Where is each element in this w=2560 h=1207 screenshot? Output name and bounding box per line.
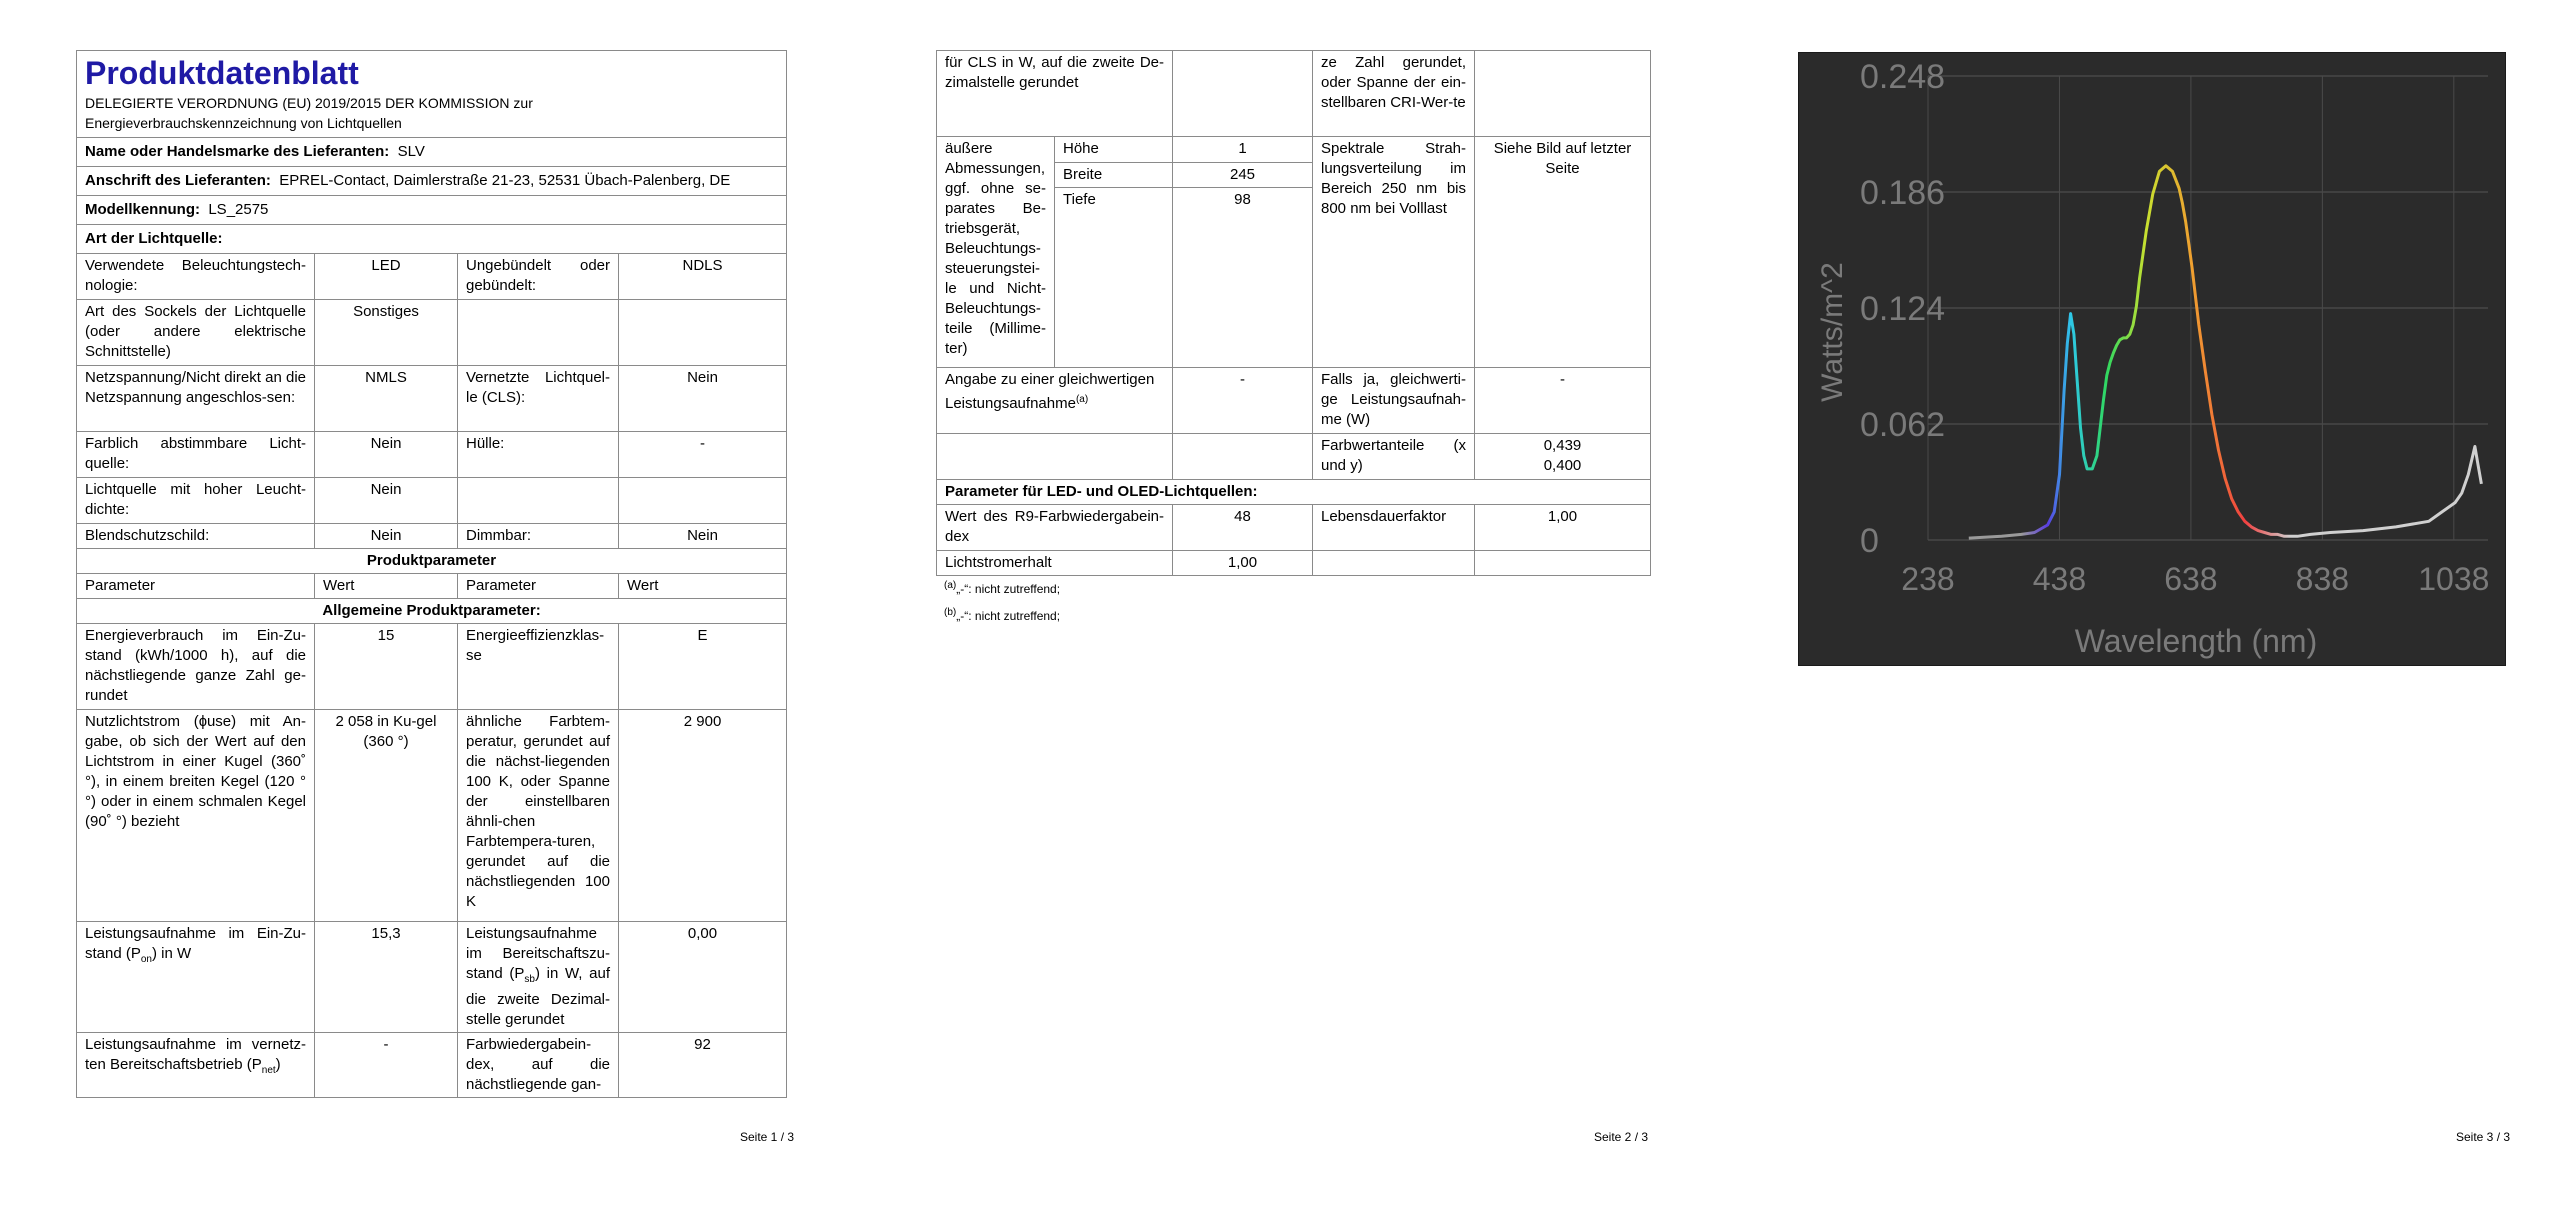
param-value: Nein (315, 478, 458, 524)
cri-label: Farbwiedergabein-dex, auf die nächstliegende gan- (458, 1033, 619, 1098)
model-value: LS_2575 (208, 201, 269, 218)
standby-power-label: Leistungsaufnahme im Bereitschaftszu-stand $(P_{sb})$ in W, auf die zweite Dezimal-stelle gerundet (458, 922, 619, 1033)
column-header: Wert (315, 574, 458, 599)
y-tick-label: 0.062 (1860, 406, 1946, 444)
page-number: Seite 1 / 3 (740, 1130, 795, 1144)
product-params-heading: Produktparameter (77, 549, 787, 574)
page-1 (0, 0, 850, 1207)
param-value: NMLS (315, 366, 458, 432)
dimension-value: 1 (1173, 137, 1313, 163)
lumen-maintenance-value: 1,00 (1173, 551, 1313, 576)
param-value: E (619, 624, 787, 710)
network-standby-label: Leistungsaufnahme im vernetz-ten Bereitschaftsbetrieb $(P_{net})$ (77, 1033, 315, 1098)
supplier-name-label: Name oder Handelsmarke des Lieferanten: (85, 143, 390, 160)
spectrum-chart (1798, 52, 2506, 666)
x-tick-label: 238 (1901, 561, 1955, 597)
param-label: Blendschutzschild: (77, 524, 315, 549)
param-label: Energieeffizienzklas-se (458, 624, 619, 710)
param-label: Lichtquelle mit hoher Leucht-dichte: (77, 478, 315, 524)
lifetime-factor-value: 1,00 (1475, 505, 1651, 551)
supplier-address-label: Anschrift des Lieferanten: (85, 172, 271, 189)
r9-value: 48 (1173, 505, 1313, 551)
column-header: Parameter (458, 574, 619, 599)
page-number: Seite 2 / 3 (1594, 1130, 1649, 1144)
dimension-value: 98 (1173, 188, 1313, 368)
param-value (619, 300, 787, 366)
column-header: Parameter (77, 574, 315, 599)
product-data-table-continued (936, 50, 1651, 576)
param-value (619, 478, 787, 524)
column-header: Wert (619, 574, 787, 599)
param-label: Verwendete Beleuchtungstech-nologie: (77, 254, 315, 300)
param-value: NDLS (619, 254, 787, 300)
param-value: 2 058 in Ku-gel (360 °) (315, 710, 458, 922)
x-tick-label: 838 (2295, 561, 2350, 597)
dimensions-label: äußere Abmessungen, ggf. ohne se-parates Be-triebsgerät, Beleuchtungs-steuerungstei-le und Nicht-Beleuchtungs-teile (Millime-ter) (937, 137, 1055, 368)
light-source-type-heading: Art der Lichtquelle: (77, 225, 787, 254)
page-number: Seite 3 / 3 (2456, 1130, 2511, 1144)
x-tick-label: 438 (2032, 561, 2087, 597)
y-axis-label: Watts/m^2 (1816, 262, 1849, 402)
param-label: Energieverbrauch im Ein-Zu-stand (kWh/1000 h), auf die nächstliegende ganze Zahl ge-rundet (77, 624, 315, 710)
chromaticity-label: Farbwertanteile (x und y) (1313, 434, 1475, 480)
param-value: 2 900 (619, 710, 787, 922)
y-tick-label: 0 (1860, 522, 1879, 560)
param-label: Ungebündelt oder gebündelt: (458, 254, 619, 300)
param-value: Nein (619, 524, 787, 549)
supplier-address-value: EPREL-Contact, Daimlerstraße 21-23, 52531 Übach-Palenberg, DE (279, 172, 731, 189)
param-label: Dimmbar: (458, 524, 619, 549)
cri-value: 92 (619, 1033, 787, 1098)
if-yes-label: Falls ja, gleichwerti-ge Leistungsaufnah-me (W) (1313, 368, 1475, 434)
param-label: Vernetzte Lichtquel-le (CLS): (458, 366, 619, 432)
footnote-a: $^{(a)}$„-“: nicht zutreffend; (944, 580, 1061, 596)
power-on-label: Leistungsaufnahme im Ein-Zu-stand $(P_{on})$ in W (77, 922, 315, 1033)
x-tick-label: 1038 (2418, 561, 2490, 597)
param-value: - (619, 432, 787, 478)
spectral-label: Spektrale Strah-lungsverteilung im Bereich 250 nm bis 800 nm bei Volllast (1313, 137, 1475, 368)
y-tick-label: 0.124 (1860, 290, 1946, 328)
equivalent-power-label: Angabe zu einer gleichwertigen Leistungsaufnahme$^{(a)}$ (937, 368, 1173, 434)
param-label: Netzspannung/Nicht direkt an die Netzspannung angeschlos-sen: (77, 366, 315, 432)
dimension-value: 245 (1173, 162, 1313, 188)
supplier-name-value: SLV (397, 143, 425, 160)
product-data-table (76, 50, 787, 1098)
general-params-heading: Allgemeine Produktparameter: (77, 599, 787, 624)
param-value: Nein (619, 366, 787, 432)
param-label: ähnliche Farbtem-peratur, gerundet auf die nächst-liegenden 100 K, oder Spanne der einstellbaren ähnli-chen Farbtempera-turen, gerundet auf die nächstliegenden 100 K (458, 710, 619, 922)
lumen-maintenance-label: Lichtstromerhalt (937, 551, 1173, 576)
param-value: LED (315, 254, 458, 300)
y-tick-label: 0.248 (1860, 58, 1946, 96)
cls-continued-label: für CLS in W, auf die zweite De-zimalstelle gerundet (937, 51, 1173, 137)
footnote-b: $^{(b)}$„-“: nicht zutreffend; (944, 607, 1061, 623)
y-tick-label: 0.186 (1860, 174, 1946, 212)
spectral-value: Siehe Bild auf letzter Seite (1475, 137, 1651, 368)
x-tick-label: 638 (2164, 561, 2218, 597)
lifetime-factor-label: Lebensdauerfaktor (1313, 505, 1475, 551)
page-title: Produktdatenblatt (85, 55, 359, 91)
param-label: Nutzlichtstrom (ɸuse) mit An-gabe, ob sich der Wert auf den Lichtstrom in einer Kugel (360˚ °), in einem breiten Kegel (120 °°) oder in einem schmalen Kegel (90˚ °) bezieht (77, 710, 315, 922)
model-label: Modellkennung: (85, 201, 200, 218)
r9-label: Wert des R9-Farbwiedergabein-dex (937, 505, 1173, 551)
param-value: Nein (315, 432, 458, 478)
cri-continued-label: ze Zahl gerundet, oder Spanne der ein-stellbaren CRI-Wer-te (1313, 51, 1475, 137)
dimension-label: Tiefe (1055, 188, 1173, 368)
dimension-label: Breite (1055, 162, 1173, 188)
equivalent-power-value: - (1173, 368, 1313, 434)
param-label: Farblich abstimmbare Licht-quelle: (77, 432, 315, 478)
param-label (458, 478, 619, 524)
param-value: Nein (315, 524, 458, 549)
if-yes-value: - (1475, 368, 1651, 434)
dimension-label: Höhe (1055, 137, 1173, 163)
network-standby-value: - (315, 1033, 458, 1098)
param-value: Sonstiges (315, 300, 458, 366)
param-label (458, 300, 619, 366)
footnotes (944, 574, 1060, 628)
regulation-line-2: Energieverbrauchskennzeichnung von Lichtquellen (85, 115, 402, 131)
x-axis-label: Wavelength (nm) (2074, 623, 2318, 659)
regulation-line-1: DELEGIERTE VERORDNUNG (EU) 2019/2015 DER KOMMISSION zur (85, 95, 533, 111)
param-value: 15 (315, 624, 458, 710)
chromaticity-value: 0,439 0,400 (1475, 434, 1651, 480)
power-on-value: 15,3 (315, 922, 458, 1033)
led-params-heading: Parameter für LED- und OLED-Lichtquellen: (937, 480, 1651, 505)
param-label: Hülle: (458, 432, 619, 478)
param-label: Art des Sockels der Lichtquelle (oder andere elektrische Schnittstelle) (77, 300, 315, 366)
standby-power-value: 0,00 (619, 922, 787, 1033)
